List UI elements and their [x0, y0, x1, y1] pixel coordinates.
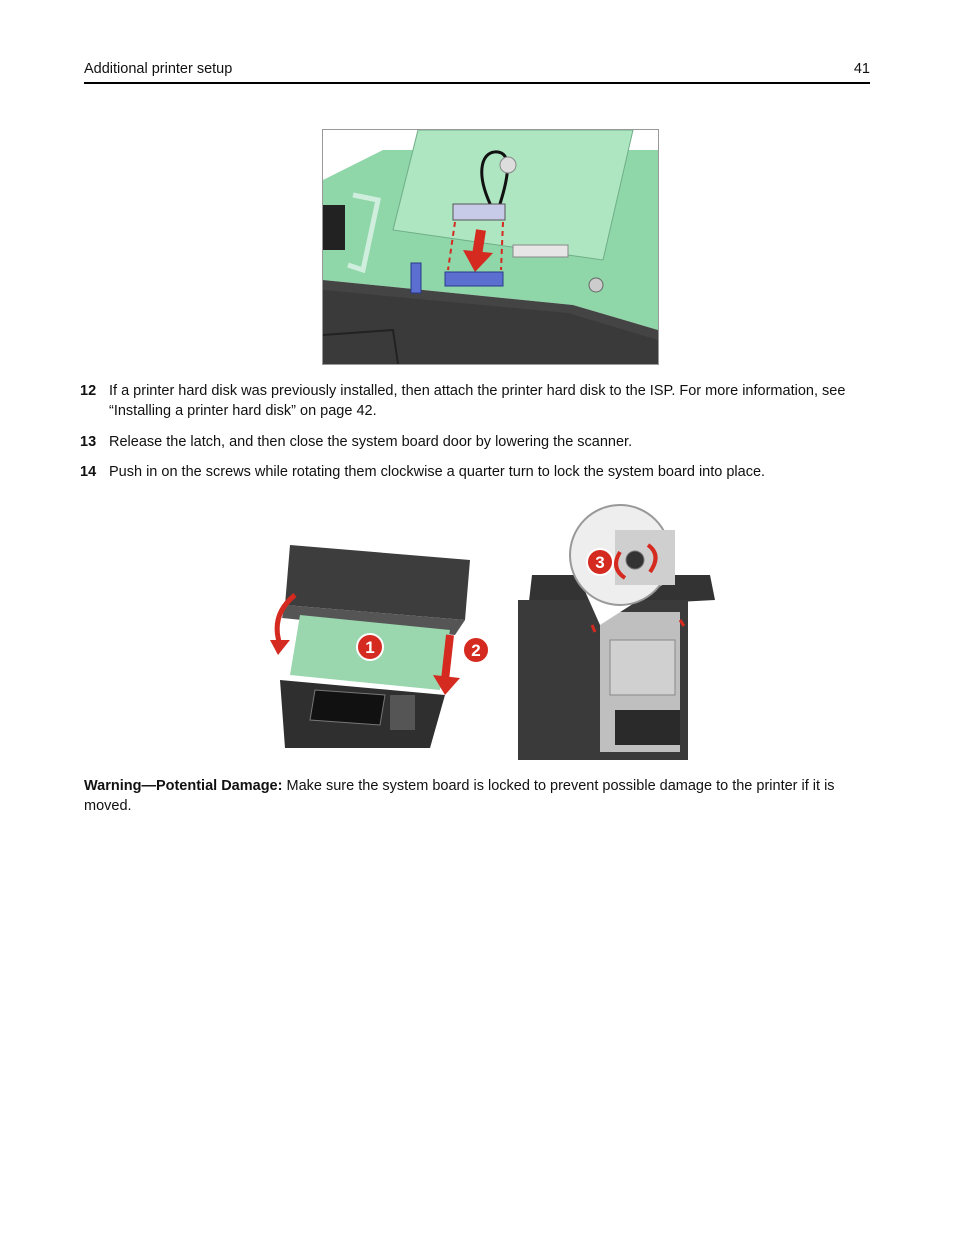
- isp-cable-illustration: [322, 129, 659, 365]
- step-number: 14: [80, 464, 97, 480]
- step-text: Release the latch, and then close the system board door by lowering the scanner.: [109, 434, 633, 450]
- callout-3-badge: [587, 549, 613, 575]
- warning-note: [84, 776, 874, 816]
- page-number: 41: [853, 61, 870, 77]
- warning-label: Warning—Potential Damage:: [84, 778, 283, 794]
- callout-1-badge: [357, 634, 383, 660]
- printer-close-illustration: [270, 500, 720, 765]
- step-number: 13: [80, 434, 97, 450]
- step-text: Push in on the screws while rotating them clockwise a quarter turn to lock the system board into place.: [109, 464, 766, 480]
- step-text: If a printer hard disk was previously installed, then attach the printer hard disk to the ISP. For more information, see “Installing a printer hard disk” on page 42.: [109, 383, 846, 419]
- callout-2: 2: [471, 641, 481, 660]
- page-header: [84, 60, 870, 84]
- warning-text: Make sure the system board is locked to prevent possible damage to the printer if it is moved.: [84, 778, 835, 814]
- callout-3: 3: [595, 553, 605, 572]
- callout-1: 1: [365, 638, 375, 657]
- header-title: Additional printer setup: [84, 61, 233, 77]
- step-number: 12: [80, 383, 97, 399]
- callout-2-badge: [463, 637, 489, 663]
